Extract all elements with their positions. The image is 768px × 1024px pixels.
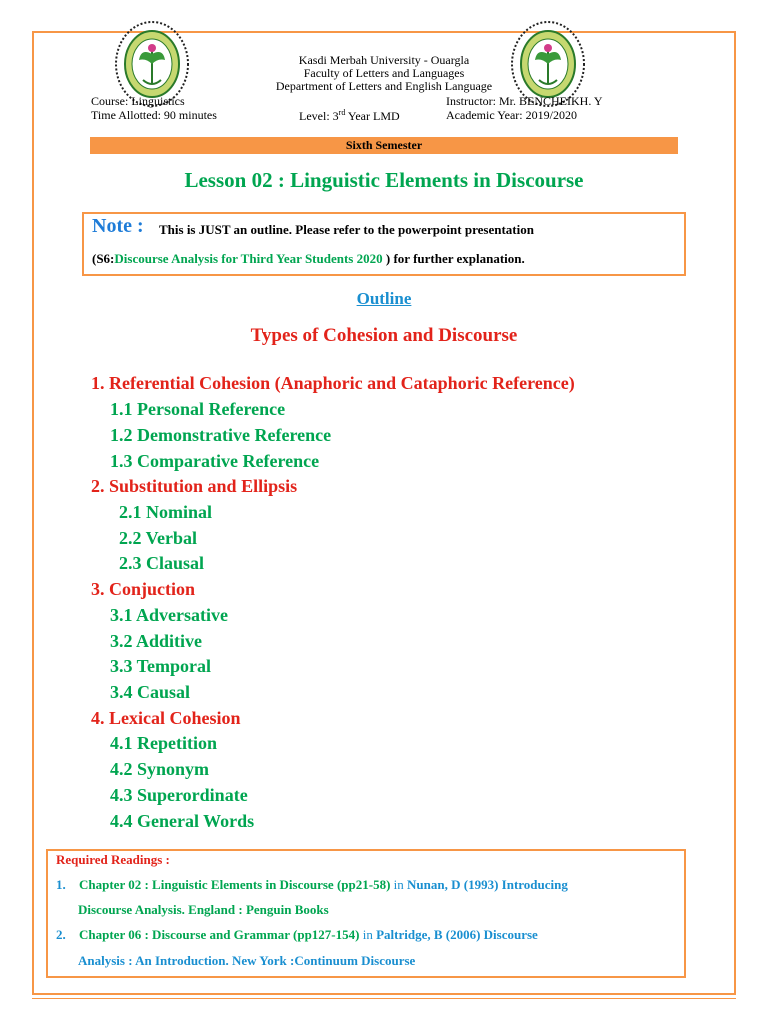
faculty-name: Faculty of Letters and Languages bbox=[303, 66, 465, 80]
note-label: Note : bbox=[92, 215, 144, 237]
reading-2-in: in bbox=[359, 927, 377, 942]
outline-item-2-2: 2.2 Verbal bbox=[119, 528, 198, 548]
outline-item-2-1: 2.1 Nominal bbox=[119, 502, 213, 522]
outline-item-1-2: 1.2 Demonstrative Reference bbox=[110, 425, 332, 445]
level-superscript: rd bbox=[338, 108, 346, 117]
readings-title: Required Readings : bbox=[56, 852, 170, 867]
level-suffix: Year LMD bbox=[345, 109, 400, 123]
reading-2 bbox=[56, 927, 538, 943]
outline-section-3: 3. Conjuction bbox=[91, 579, 196, 599]
lesson-title: Lesson 02 : Linguistic Elements in Discourse bbox=[184, 168, 584, 192]
outline-item-3-2: 3.2 Additive bbox=[110, 631, 203, 651]
course-info: Course: Linguistics bbox=[91, 94, 185, 108]
reading-1-number: 1. bbox=[56, 877, 66, 892]
reading-1-in: in bbox=[390, 877, 408, 892]
outline-section-1: 1. Referential Cohesion (Anaphoric and Cataphoric Reference) bbox=[91, 373, 575, 393]
outline-item-4-1: 4.1 Repetition bbox=[110, 733, 217, 753]
note-ref-close: ) for further explanation. bbox=[385, 251, 525, 266]
instructor-info: Instructor: Mr. BENCHEIKH. Y bbox=[446, 94, 603, 108]
level-info bbox=[299, 108, 400, 124]
reading-2-number: 2. bbox=[56, 927, 66, 942]
time-allotted: Time Allotted: 90 minutes bbox=[91, 108, 217, 122]
department-name: Department of Letters and English Language bbox=[275, 79, 493, 93]
outline-item-2-3: 2.3 Clausal bbox=[119, 553, 205, 573]
reading-2-source: Paltridge, B (2006) Discourse bbox=[376, 927, 538, 942]
reading-1-source-cont: Discourse Analysis. England : Penguin Books bbox=[78, 902, 329, 917]
outline-item-1-1: 1.1 Personal Reference bbox=[110, 399, 286, 419]
note-ref-open: (S6: bbox=[92, 251, 115, 266]
outline-item-4-2: 4.2 Synonym bbox=[110, 759, 210, 779]
types-title: Types of Cohesion and Discourse bbox=[250, 325, 518, 346]
reading-1-chapter: Chapter 02 : Linguistic Elements in Discourse (pp21-58) bbox=[79, 877, 391, 892]
outline-link[interactable]: Outline bbox=[356, 289, 412, 308]
reading-2-source-cont: Analysis : An Introduction. New York :Continuum Discourse bbox=[78, 953, 416, 968]
outline-section-4: 4. Lexical Cohesion bbox=[91, 708, 241, 728]
university-name: Kasdi Merbah University - Ouargla bbox=[298, 53, 470, 67]
note-text: This is JUST an outline. Please refer to the powerpoint presentation bbox=[159, 222, 534, 237]
outline-item-3-4: 3.4 Causal bbox=[110, 682, 191, 702]
presentation-reference: Discourse Analysis for Third Year Students 2020 bbox=[114, 251, 386, 266]
reading-1 bbox=[56, 877, 568, 893]
outline-item-4-3: 4.3 Superordinate bbox=[110, 785, 248, 805]
reading-1-source: Nunan, D (1993) Introducing bbox=[407, 877, 568, 892]
outline-item-4-4: 4.4 General Words bbox=[110, 811, 255, 831]
note-reference bbox=[92, 251, 525, 267]
outline-item-3-1: 3.1 Adversative bbox=[110, 605, 228, 625]
academic-year: Academic Year: 2019/2020 bbox=[446, 108, 577, 122]
reading-2-chapter: Chapter 06 : Discourse and Grammar (pp127-154) bbox=[79, 927, 360, 942]
bottom-rule bbox=[32, 998, 736, 999]
outline-section-2: 2. Substitution and Ellipsis bbox=[91, 476, 298, 496]
level-prefix: Level: 3 bbox=[299, 109, 339, 123]
semester-banner: Sixth Semester bbox=[90, 137, 678, 154]
outline-item-1-3: 1.3 Comparative Reference bbox=[110, 451, 320, 471]
outline-item-3-3: 3.3 Temporal bbox=[110, 656, 212, 676]
